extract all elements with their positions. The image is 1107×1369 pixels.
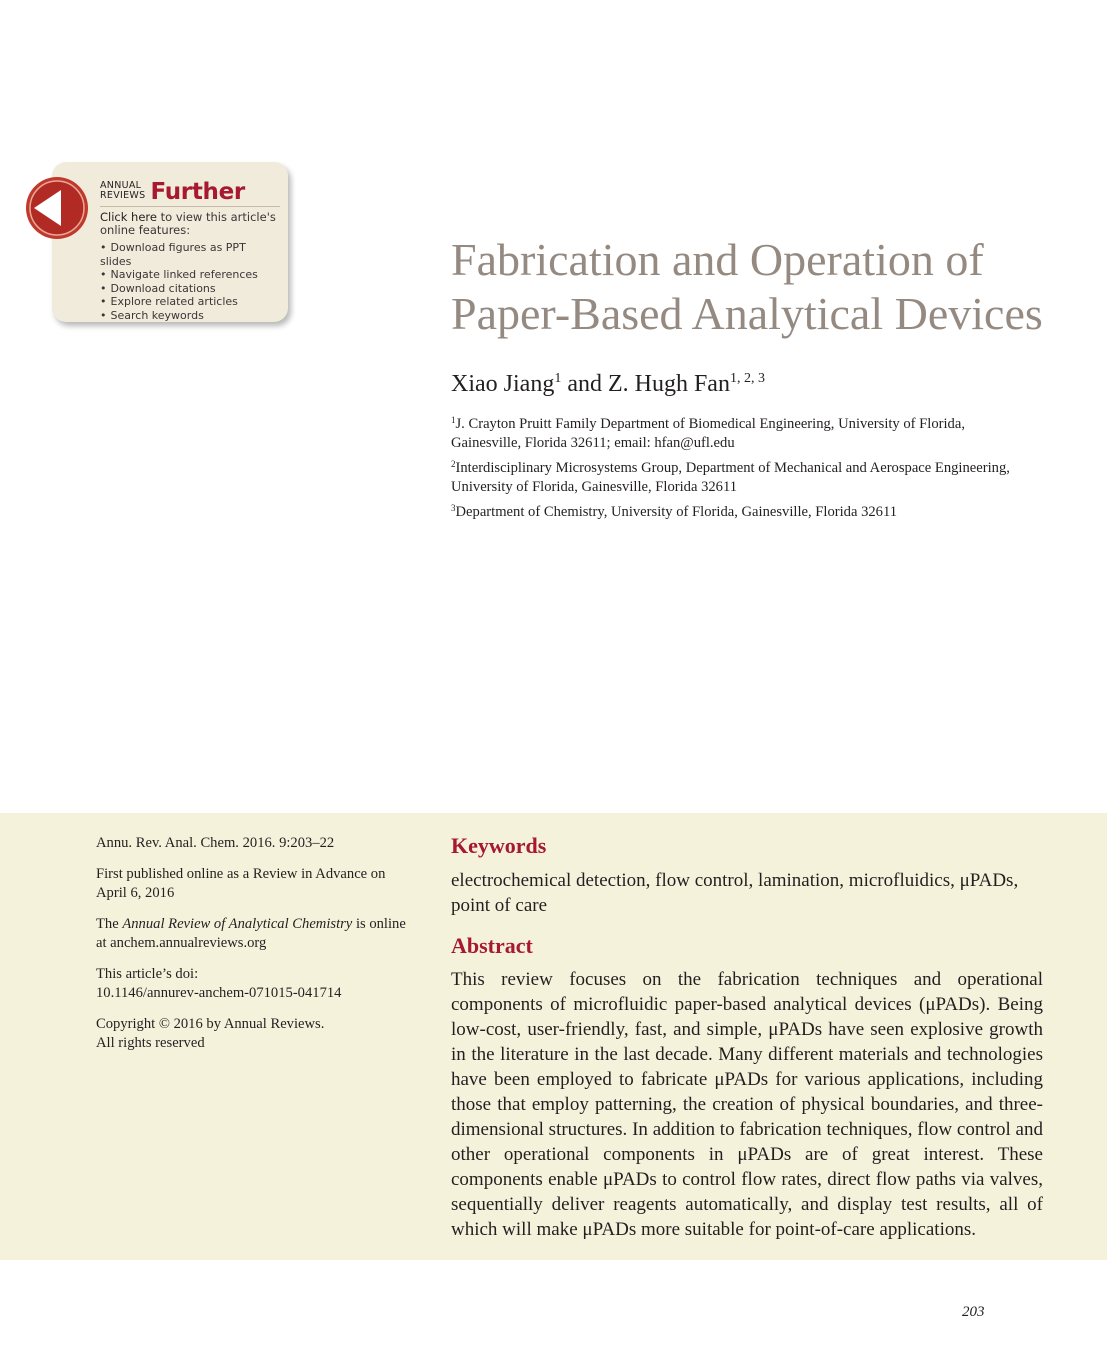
published-date: First published online as a Review in Advance on April 6, 2016: [96, 866, 386, 901]
click-here-rest: to view this article's online features:: [100, 210, 276, 237]
journal-online: The Annual Review of Analytical Chemistry is online at anchem.annualreviews.org: [96, 916, 406, 951]
author-1: Xiao Jiang: [451, 371, 555, 397]
feature-item[interactable]: • Download figures as PPT slides: [100, 241, 280, 268]
author-2-affil: 1, 2, 3: [729, 371, 765, 386]
feature-item[interactable]: • Explore related articles: [100, 295, 280, 309]
brand-further: Further: [150, 179, 245, 205]
author-line: [451, 369, 765, 399]
feature-item[interactable]: • Navigate linked references: [100, 268, 280, 282]
back-arrow-icon[interactable]: [25, 176, 89, 240]
feature-item[interactable]: • Download citations: [100, 282, 280, 296]
feature-item[interactable]: • Search keywords: [100, 309, 280, 323]
click-here-link[interactable]: Click here: [100, 210, 157, 224]
keywords-text: electrochemical detection, flow control, lamination, microfluidics, μPADs, point of care: [451, 870, 1019, 916]
doi: This article’s doi: 10.1146/annurev-anchem-071015-041714: [96, 966, 342, 1001]
affiliation-1: $^1$J. Crayton Pruitt Family Department of Biomedical Engineering, University of Florida, Gainesville, Florida 32611; email: hfan@ufl.edu: [451, 415, 965, 451]
brand-annual: ANNUAL: [100, 180, 142, 191]
brand-reviews: REVIEWS: [100, 190, 146, 201]
article-meta: [96, 834, 416, 1065]
feature-list: [100, 241, 280, 322]
author-1-affil: 1: [554, 371, 562, 386]
affiliation-2: $^2$Interdisciplinary Microsystems Group, Department of Mechanical and Aerospace Engineering, University of Florida, Gainesville, Florida 32611: [451, 459, 1010, 495]
citation: Annu. Rev. Anal. Chem. 2016. 9:203–22: [96, 835, 335, 851]
click-here-line: [100, 211, 280, 237]
further-content: [100, 176, 280, 322]
affiliation-3: $^3$Department of Chemistry, University of Florida, Gainesville, Florida 32611: [451, 503, 898, 520]
abstract-heading: Abstract: [451, 933, 533, 958]
doi-value[interactable]: 10.1146/annurev-anchem-071015-041714: [96, 985, 342, 1001]
author-2: and Z. Hugh Fan: [561, 371, 730, 397]
keywords-heading: Keywords: [451, 833, 547, 858]
page-number: 203: [962, 1304, 985, 1320]
abstract-text: This review focuses on the fabrication techniques and operational components of microfluidic paper-based analytical devices (μPADs). Being low-cost, user-friendly, fast, and simple, μPADs have seen explosive growth in the literature in the last decade. Many different materials and technologies have been employed to fabricate μPADs for various applications, including those that employ patterning, the creation of physical boundaries, and three-dimensional structures. In addition to fabrication techniques, flow control and other operational components in μPADs are of great interest. These components enable μPADs to control flow rates, direct flow paths via valves, sequentially deliver reagents automatically, and display test results, all of which will make μPADs more suitable for point-of-care applications.: [451, 969, 1043, 1240]
copyright: Copyright © 2016 by Annual Reviews. All rights reserved: [96, 1016, 325, 1051]
title-line-1: Fabrication and Operation of: [451, 234, 984, 285]
article-title: [451, 233, 1071, 341]
title-line-2: Paper-Based Analytical Devices: [451, 288, 1043, 339]
annual-reviews-further-logo: [100, 176, 280, 207]
